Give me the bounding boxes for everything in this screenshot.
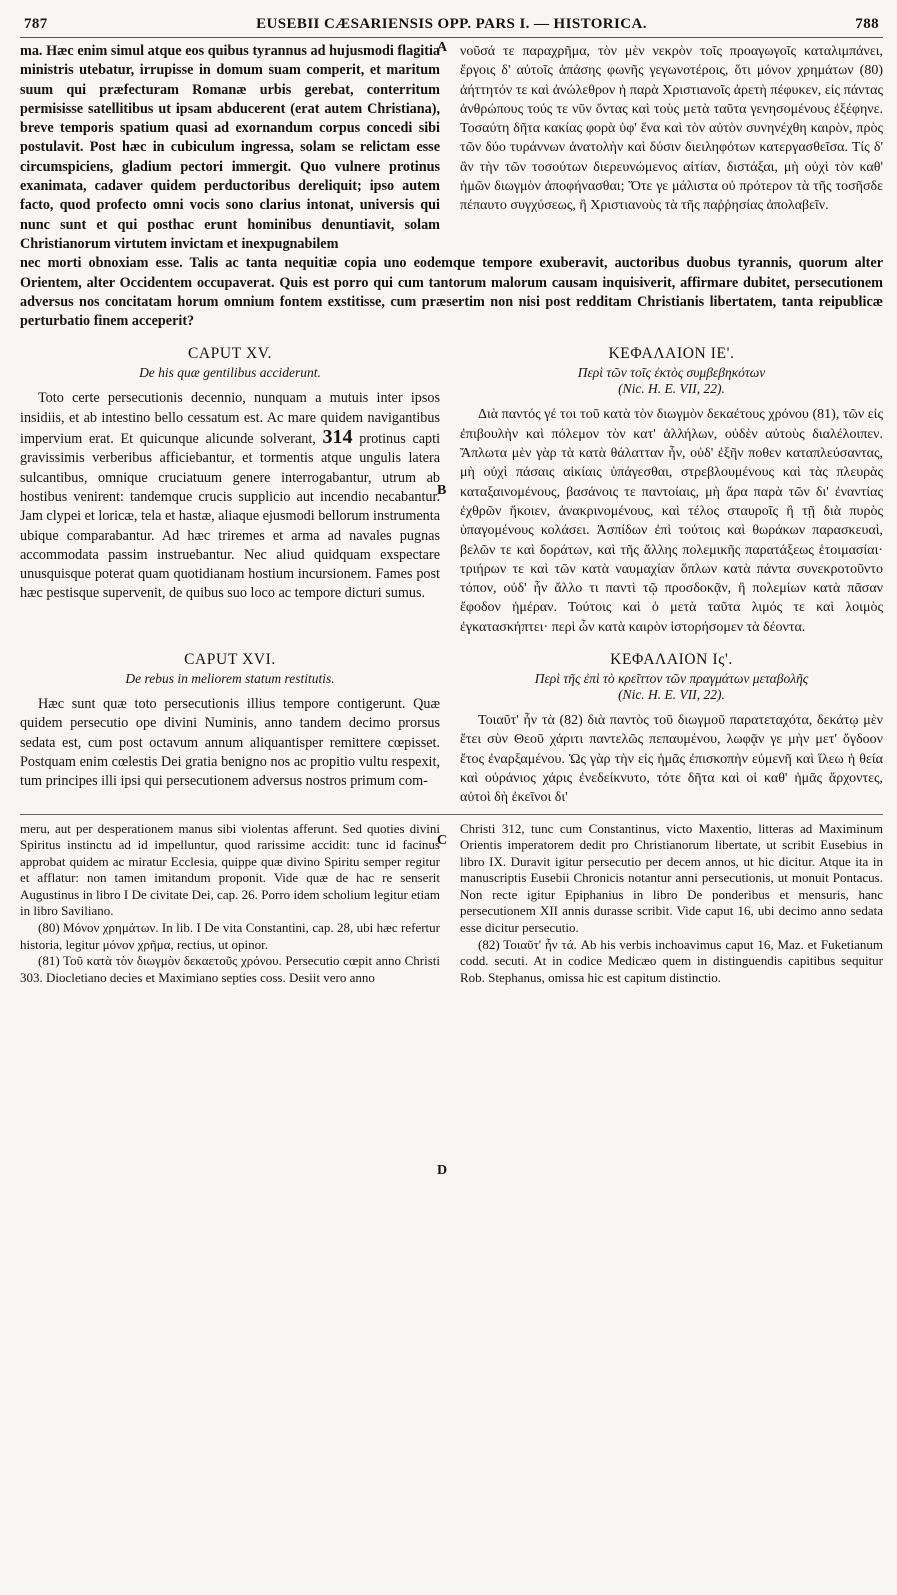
caput-16-subtitle: De rebus in meliorem statum restitutis. <box>125 671 335 687</box>
caput-16-latin-text: Hæc sunt quæ toto persecutionis illius tempore contigerunt. Quæ quidem persecutio ope divini Numinis, anno tandem decimo prorsus sedata est, cum post octavum annum aliquantisper remittere cœpisset. Postquam enim cœlestis Dei gratia benigno nos ac propitio vultu respexit, tum principes illi ipsi qui persecutionem adversus nostros primum com- <box>20 696 440 790</box>
footnote-81-continuation: Christi 312, tunc cum Constantinus, victo Maxentio, litteras ad Maximinum Orientis imperatorem dedit pro Christianorum libertate, ut scribit Eusebius in libro IX. Duravit igitur persecutio per decem annos, ut hic dicitur. Atque ita in manuscriptis Eusebii Chronicis notantur anni persecutionis, ut monuit Pontacus. Non recte igitur Epiphanius in libro De ponderibus et mensuris, hanc persecutionem XII annis durasse scribit. Vide caput 16, ubi decimo anno sedata esse dicitur persecutio. <box>460 820 883 936</box>
margin-marker-d: D <box>437 1163 448 1178</box>
greek-column-ch16 <box>450 637 883 807</box>
kephalaion-15-text: Διὰ παντός γέ τοι τοῦ κατὰ τὸν διωγμὸν δεκαέτους χρόνου (81), τῶν εἰς ἐπιβουλὴν καὶ πόλεμον τὸν κατ' ἀλλήλων, οὐδὲν αὐτοὺς διαλέλοιπεν. Ἄπλωτα μὲν γὰρ τὰ κατὰ θάλατταν ἦν, οὐδ' ἐξῆν ποθεν καταπλεύσαντας, μὴ οὐχὶ πάσαις αἰκίαις ὑπάγεσθαι, στρεβλουμένους καὶ τὰς πλευρὰς καταξαινομένους, βασάνοις τε παντοίαις, μὴ ἄρα παρὰ τῶν δι' ἐναντίας ἐχθρῶν ἥκοιεν, ἀνακρινομένους, καὶ τέλος σταυροῖς ἢ τῇ διὰ πυρὸς ὑπαγομένους κολάσει. Ἀσπίδων ἐπὶ τούτοις καὶ θωράκων παρασκευαὶ, βελῶν τε καὶ δοράτων, καὶ τῆς ἄλλης πολεμικῆς παρατάξεως ἑτοιμασίαι· τριήρων τε καὶ τῶν κατὰ ναυμαχίαν ὅπλων κατὰ πάντα συνεκροτοῦντο τόπον, οὐδ' ἦν ἄλλο τι παντὶ τῷ προσδοκᾷν, ἢ πολεμίων κατὰ πᾶσαν ἔφοδον ἡμέραν. Τούτοις καὶ ὁ μετὰ ταῦτα λιμός τε καὶ λοιμὸς ἐγκατασκήπτει· περὶ ὧν κατὰ καιρὸν ἱστορήσομεν τὰ δέοντα. <box>460 407 883 635</box>
kephalaion-16-title: ΚΕΦΑΛΑΙΟΝ Ις'. <box>610 651 733 669</box>
notes-divider <box>20 814 883 815</box>
caput-15-latin-text-a: Toto certe persecutionis decennio, nunquam a mutuis inter ipsos insidiis, et ab intestino bello cessatum est. Ac mare quidem navigantibus impervium erat. Et quicunque alicunde solverant, <box>20 390 440 448</box>
latin-column-ch15 <box>20 331 450 637</box>
footnote-81: (81) Τοῦ κατὰ τὸν διωγμὸν δεκαετοῦς χρόνου. Persecutio cœpit anno Christi 303. Diocletiano decies et Maximiano septies coss. Desiit vero anno <box>20 953 440 985</box>
margin-marker-c: C <box>437 833 448 848</box>
kephalaion-16-subtitle: Περὶ τῆς ἐπὶ τὸ κρεῖττον τῶν πραγμάτων μεταβολῆς <box>534 671 809 687</box>
kephalaion-16-ref: (Nic. H. E. VII, 22). <box>618 687 725 703</box>
greek-paragraph-top: νοῦσά τε παραχρῆμα, τὸν μὲν νεκρὸν τοῖς προαγωγοῖς καταλιμπάνει, ἔργοις δ' αὐτοῖς ἁπάσης φωνῆς γεγωνοτέροις, ὅτι μόνον χρημάτων (80) ἀήττητόν τε καὶ ἀνώλεθρον ἡ παρὰ Χριστιανοῖς ἀρετὴ πέφυκεν, εἰς πάντας ἀνθρώπους τούς τε νῦν ὄντας καὶ τοὺς μετὰ ταῦτα γενησομένους ἐξέφηνε. Τοσαύτη δῆτα κακίας φορὰ ὑφ' ἕνα καὶ τὸν αὐτὸν συνηνέχθη καιρὸν, πρὸς τῶν δύο τυράννων ἀνατολὴν καὶ δύσιν διειληφότων κατεργασθεῖσα. Τίς δ' ἂν τὴν τῶν τοσούτων διερευνώμενος αἰτίαν, διστάξαι, μὴ οὐχὶ τὸν καθ' ἡμῶν διωγμὸν ἀποφήνασθαι; Ὅτε γε μάλιστα οὐ πρότερον τὰ τῆς τοσῆσδε πέπαυτο συγχύσεως, ἢ Χριστιανοὺς τὰ τῆς παῤῥησίας ἀπολαβεῖν. <box>460 44 883 214</box>
latin-paragraph-top: ma. Hæc enim simul atque eos quibus tyrannus ad hujusmodi flagitia ministris utebatur, irrupisse in domum suam comperit, et maritum suum qui præfecturam Romanæ urbis gerebat, conterritum permisisse satellitibus ut ipsam abducerent (erat autem Christiana), breve temporis spatium quasi ad exornandum corpus concedi sibi postulavit. Post hæc in cubiculum ingressa, solam se relictam esse circumspiciens, gladium pectori immergit. Quo vulnere protinus exanimata, cadaver quidem perductoribus dereliquit; ipso autem facto, quod profecto omni vocis sono clarius intonat, universis qui nunc sunt et qui posthac erunt hominibus denuntiavit, solam Christianorum virtutem invictam et inexpugnabilem <box>20 43 440 252</box>
caput-16-title: CAPUT XVI. <box>184 651 276 669</box>
greek-column-ch15 <box>450 331 883 637</box>
footnotes-right <box>450 821 883 987</box>
footnote-82: (82) Τοιαῦτ' ἦν τά. Ab his verbis inchoavimus caput 16, Maz. et Fuketianum codd. secuti. At in codice Medicæo quem in distinguendis capitibus sequitur Rob. Stephanus, omissa hic est capitum distinctio. <box>460 936 883 985</box>
margin-marker-b: B <box>437 483 447 498</box>
page-number-314: 314 <box>322 426 353 449</box>
caput-15-title: CAPUT XV. <box>187 345 273 363</box>
caput-15-latin-text-b: protinus capti gravissimis verberibus afficiebantur, et tormentis atque ungulis latera sulcantibus, omnique cruciatuum genere interrogabantur, utrum ab hostibus venirent: tandemque crucis supplicio aut incendio necabantur. Jam clypei et loricæ, tela et hastæ, aliaque ejusmodi bellorum instrumenta ubique comparabantur. Ad hæc triremes et arma ad navales pugnas accommodata passim instruebantur. Nec aliud quidquam exspectare unusquisque poterat quam quotidianam hostium incursionem. Fames post hæc pestisque supervenit, de quibus suo loco ac tempore dicturi sumus. <box>20 431 441 602</box>
page-number-left: 787 <box>24 16 48 32</box>
latin-column-top <box>20 42 450 254</box>
footnotes-left <box>20 821 450 987</box>
margin-marker-a: A <box>437 40 448 55</box>
footnote-continuation: meru, aut per desperationem manus sibi violentas afferunt. Sed quoties divini Spiritus instinctu ad id impelluntur, quod rarissime accidit: tunc id facinus approbat quidem ac miratur Ecclesia, quippe quæ divino Spiritu semper regitur et afflatur: non tamen imitandum proponit. Vide quæ de hac re senserit Augustinus in libro I De civitate Dei, cap. 26. Porro idem scholium legitur etiam in libro Saviliano. <box>20 820 440 919</box>
footnotes-section <box>20 821 883 987</box>
kephalaion-15-subtitle: Περὶ τῶν τοῖς ἐκτὸς συμβεβηκότων <box>577 365 766 381</box>
top-section <box>20 42 883 254</box>
page-number-right: 788 <box>855 16 879 32</box>
caput-15-subtitle: De his quæ gentilibus acciderunt. <box>139 365 321 381</box>
chapter-16-section <box>20 637 883 807</box>
kephalaion-16-text: Τοιαῦτ' ἦν τὰ (82) διὰ παντὸς τοῦ διωγμοῦ παρατεταχότα, δεκάτῳ μὲν ἔτει σὺν Θεοῦ χάριτι παντελῶς πεπαυμένου, λωφᾷν γε μὴν μετ' ὄγδοον ἔτος ἐναρξαμένου. Ὡς γὰρ τὴν εἰς ἡμᾶς ἐπισκοπὴν εὐμενῆ καὶ ἵλεω ἡ θεία καὶ οὐράνιος χάρις ἐνεδείκνυτο, τότε δῆτα καὶ οἱ καθ' ἡμᾶς ἄρχοντες, αὐτοὶ δὴ ἐκεῖνοι δι' <box>460 713 883 806</box>
running-header <box>20 10 883 38</box>
kephalaion-15-ref: (Nic. H. E. VII, 22). <box>618 381 725 397</box>
chapter-15-section <box>20 331 883 637</box>
latin-column-ch16 <box>20 637 450 807</box>
latin-full-width-paragraph: nec morti obnoxiam esse. Talis ac tanta nequitiæ copia uno eodemque tempore exuberavit, auctoribus duobus tyrannis, quorum alter Orientem, alter Occidentem occupaverat. Quis est porro qui cum tantorum malorum causam inquisiverit, affirmare dubitet, persecutionem adversus nos concitatam horum omnium fontem exstitisse, cum præsertim non nisi post redditam Christianis libertatem, tanta reipublicæ perturbatio finem acceperit? <box>20 255 883 330</box>
footnote-80: (80) Μόνον χρημάτων. In lib. I De vita Constantini, cap. 28, ubi hæc refertur historia, legitur μόνον χρῆμα, rectius, ut opinor. <box>20 920 440 952</box>
caput-15-latin-body <box>20 389 440 603</box>
kephalaion-15-title: ΚΕΦΑΛΑΙΟΝ ΙΕ'. <box>608 345 735 363</box>
running-title: EUSEBII CÆSARIENSIS OPP. PARS I. — HISTORICA. <box>256 16 647 32</box>
greek-column-top <box>450 42 883 254</box>
